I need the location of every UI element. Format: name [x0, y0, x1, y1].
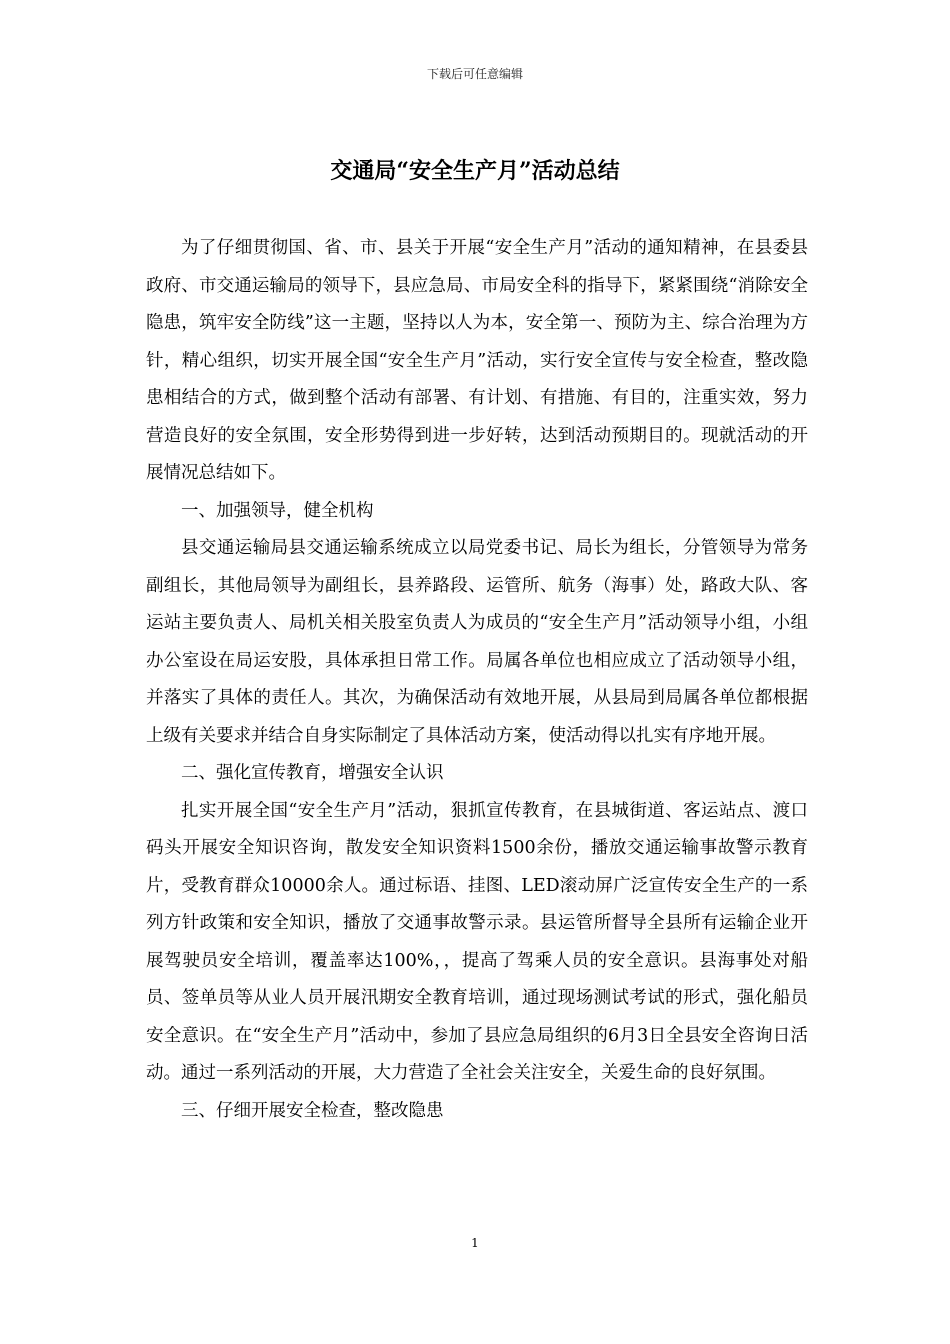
paragraph-section-2: 扎实开展全国“安全生产月”活动，狠抓宣传教育，在县城街道、客运站点、渡口码头开展安全知识咨询，散发安全知识资料1500余份，播放交通运输事故警示教育片，受教育群众10000余人。通过标语、挂图、LED滚动屏广泛宣传安全生产的一系列方针政策和安全知识，播放了交通事故警示录。县运管所督导全县所有运输企业开展驾驶员安全培训，覆盖率达100%，，提高了驾乘人员的安全意识。县海事处对船员、签单员等从业人员开展汛期安全教育培训，通过现场测试考试的形式，强化船员安全意识。在“安全生产月”活动中，参加了县应急局组织的6月3日全县安全咨询日活动。通过一系列活动的开展，大力营造了全社会关注安全，关爱生命的良好氛围。 [146, 800, 808, 1083]
paragraph-intro: 为了仔细贯彻国、省、市、县关于开展“安全生产月”活动的通知精神，在县委县政府、市交通运输局的领导下，县应急局、市局安全科的指导下，紧紧围绕“消除安全隐患，筑牢安全防线”这一主题，坚持以人为本，安全第一、预防为主、综合治理为方针，精心组织，切实开展全国“安全生产月”活动，实行安全宣传与安全检查，整改隐患相结合的方式，做到整个活动有部署、有计划、有措施、有目的，注重实效，努力营造良好的安全氛围，安全形势得到进一步好转，达到活动预期目的。现就活动的开展情况总结如下。 [146, 238, 808, 483]
section-heading-3: 三、仔细开展安全检查，整改隐患 [181, 1100, 444, 1121]
page-header-note: 下载后可任意编辑 [426, 67, 523, 81]
paragraph-section-1: 县交通运输局县交通运输系统成立以局党委书记、局长为组长，分管领导为常务副组长，其他局领导为副组长，县养路段、运管所、航务（海事）处，路政大队、客运站主要负责人、局机关相关股室负责人为成员的“安全生产月”活动领导小组，小组办公室设在局运安股，具体承担日常工作。局属各单位也相应成立了活动领导小组，并落实了具体的责任人。其次，为确保活动有效地开展，从县局到局属各单位都根据上级有关要求并结合自身实际制定了具体活动方案，使活动得以扎实有序地开展。 [146, 538, 808, 746]
section-heading-1: 一、加强领导，健全机构 [181, 500, 374, 521]
section-heading-2: 二、强化宣传教育，增强安全认识 [181, 763, 444, 783]
document-title: 交通局“安全生产月”活动总结 [330, 158, 620, 184]
page-number: 1 [471, 1236, 479, 1250]
document-body [146, 230, 808, 1130]
